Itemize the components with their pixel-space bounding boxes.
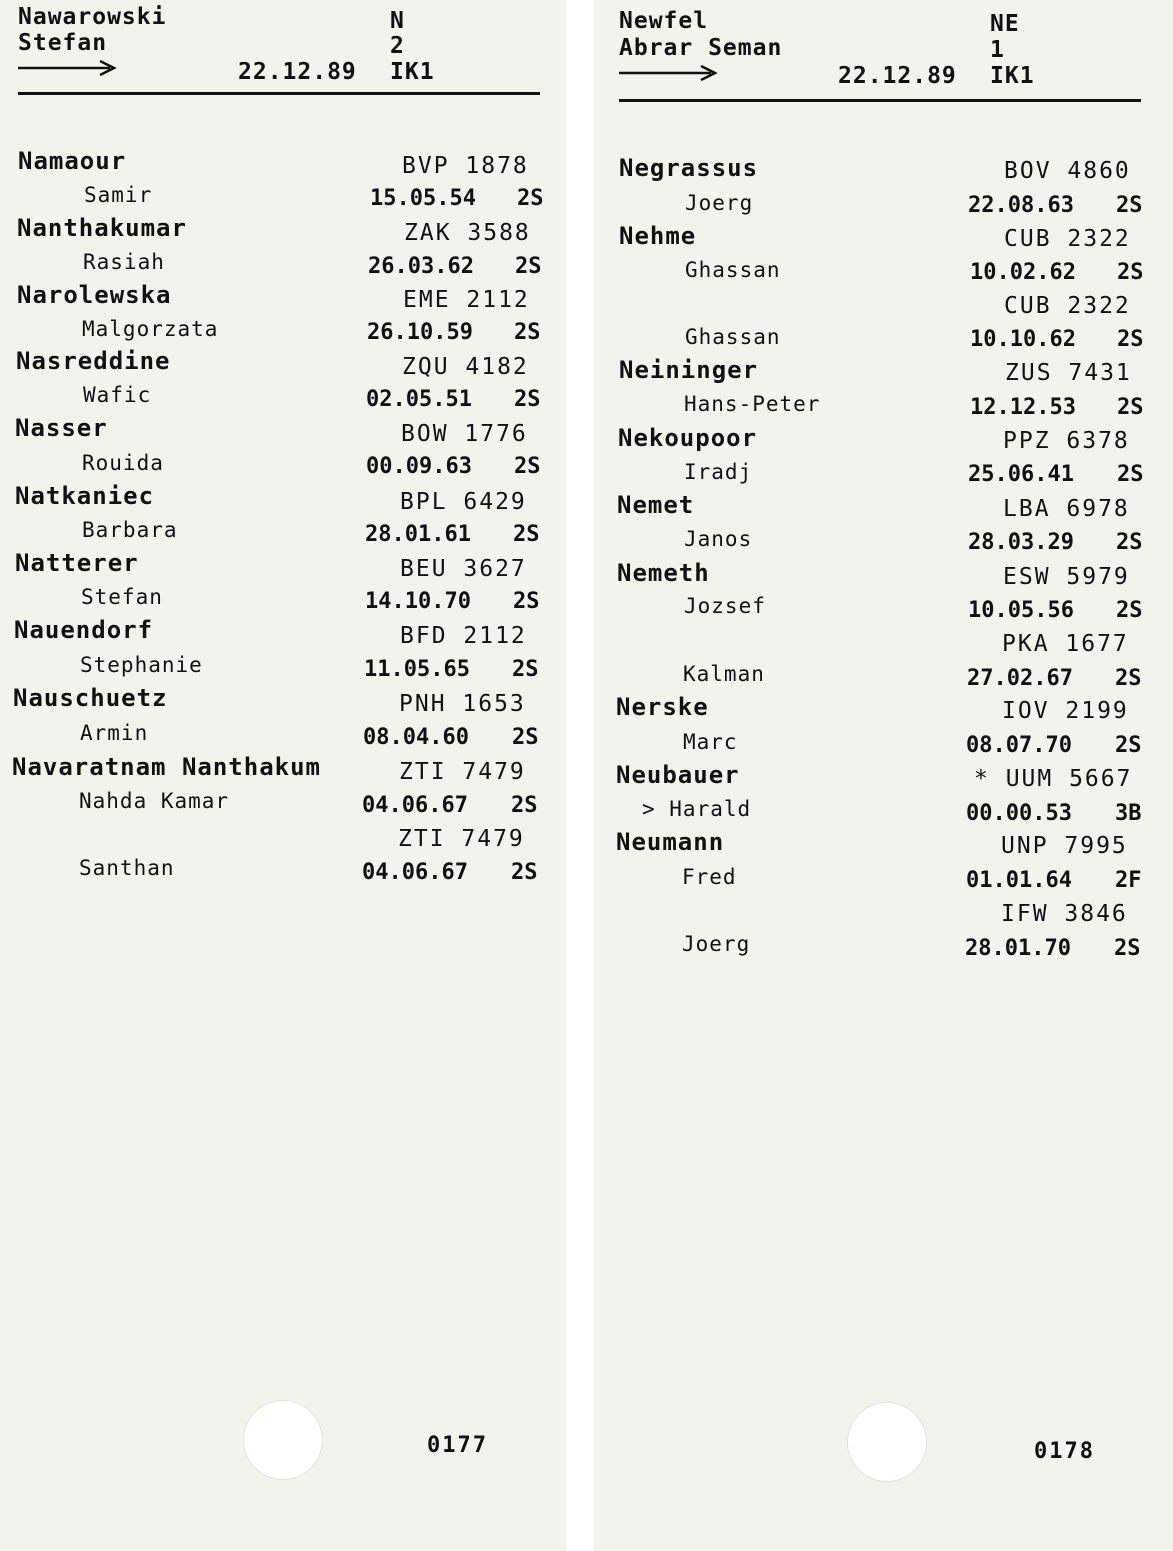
entry-class: 2S bbox=[514, 387, 541, 412]
entry-date: 08.04.60 bbox=[363, 725, 469, 750]
index-card-right bbox=[594, 0, 1173, 1551]
entry-given: Stefan bbox=[81, 585, 163, 609]
entry-given: Nahda Kamar bbox=[79, 789, 230, 813]
entry-class: 2S bbox=[1116, 598, 1143, 623]
entry-date: 04.06.67 bbox=[362, 793, 468, 818]
entry-given: Malgorzata bbox=[82, 317, 219, 341]
entry-class: 2S bbox=[1115, 733, 1142, 758]
entry-code: EME 2112 bbox=[403, 287, 530, 313]
entry-class: 2S bbox=[1117, 260, 1144, 285]
entry-given: Joerg bbox=[682, 932, 751, 956]
entry-surname: Natterer bbox=[15, 549, 139, 577]
entry-code: LBA 6978 bbox=[1003, 496, 1130, 522]
entry-given: Fred bbox=[682, 865, 737, 889]
entry-surname: Nehme bbox=[619, 222, 697, 250]
entry-date: 22.08.63 bbox=[968, 193, 1074, 218]
punch-hole bbox=[243, 1400, 323, 1480]
header-office: IK1 bbox=[990, 63, 1035, 89]
entry-code: CUB 2322 bbox=[1004, 226, 1131, 252]
entry-class: 2S bbox=[1114, 936, 1141, 961]
entry-given: Barbara bbox=[82, 518, 178, 542]
entry-code: ZAK 3588 bbox=[404, 220, 531, 246]
header-letter: N bbox=[390, 8, 405, 34]
entry-date: 00.00.53 bbox=[966, 801, 1072, 826]
entry-code: UNP 7995 bbox=[1001, 833, 1128, 859]
entry-given: Samir bbox=[84, 183, 153, 207]
entry-code: ZUS 7431 bbox=[1005, 360, 1132, 386]
entry-code: * UUM 5667 bbox=[974, 766, 1133, 792]
entry-date: 12.12.53 bbox=[970, 395, 1076, 420]
entry-given: Ghassan bbox=[685, 325, 781, 349]
entry-code: ESW 5979 bbox=[1003, 564, 1130, 590]
entry-class: 2S bbox=[1117, 462, 1144, 487]
entry-date: 26.03.62 bbox=[368, 254, 474, 279]
entry-class: 3B bbox=[1115, 801, 1142, 826]
entry-given: Jozsef bbox=[684, 594, 766, 618]
entry-code: ZTI 7479 bbox=[399, 759, 526, 785]
entry-given: Rasiah bbox=[83, 250, 165, 274]
entry-date: 02.05.51 bbox=[366, 387, 472, 412]
entry-class: 2F bbox=[1115, 868, 1142, 893]
header-number: 2 bbox=[390, 33, 405, 59]
entry-code: ZTI 7479 bbox=[398, 826, 525, 852]
entry-date: 14.10.70 bbox=[365, 589, 471, 614]
punch-hole bbox=[847, 1402, 927, 1482]
entry-class: 2S bbox=[513, 589, 540, 614]
entry-date: 27.02.67 bbox=[967, 666, 1073, 691]
entry-given: Stephanie bbox=[80, 653, 203, 677]
entry-given: > Harald bbox=[642, 797, 752, 821]
entry-date: 15.05.54 bbox=[370, 186, 476, 211]
entry-surname: Nekoupoor bbox=[618, 424, 758, 452]
entry-given: Hans-Peter bbox=[684, 392, 821, 416]
entry-given: Iradj bbox=[684, 460, 753, 484]
entry-code: BPL 6429 bbox=[400, 489, 527, 515]
entry-class: 2S bbox=[1117, 327, 1144, 352]
entry-code: ZQU 4182 bbox=[402, 354, 529, 380]
header-letter: NE bbox=[990, 11, 1020, 37]
header-given: Stefan bbox=[18, 30, 108, 56]
entry-date: 28.01.70 bbox=[965, 936, 1071, 961]
entry-given: Janos bbox=[684, 527, 753, 551]
entry-class: 2S bbox=[1117, 395, 1144, 420]
entry-surname: Negrassus bbox=[619, 154, 759, 182]
header-surname: Newfel bbox=[619, 8, 709, 34]
entry-date: 10.10.62 bbox=[970, 327, 1076, 352]
header-rule bbox=[18, 92, 540, 95]
entry-surname: Nerske bbox=[616, 693, 709, 721]
entry-code: IOV 2199 bbox=[1002, 698, 1129, 724]
entry-given: Ghassan bbox=[685, 258, 781, 282]
header-rule bbox=[619, 99, 1141, 102]
entry-date: 25.06.41 bbox=[968, 462, 1074, 487]
entry-given: Joerg bbox=[685, 191, 754, 215]
entry-date: 00.09.63 bbox=[366, 454, 472, 479]
entry-surname: Nemeth bbox=[617, 559, 710, 587]
entry-class: 2S bbox=[1116, 530, 1143, 555]
arrow-icon bbox=[18, 58, 118, 78]
entry-class: 2S bbox=[511, 860, 538, 885]
entry-class: 2S bbox=[515, 254, 542, 279]
entry-surname: Nemet bbox=[617, 491, 695, 519]
entry-class: 2S bbox=[512, 725, 539, 750]
entry-code: BOW 1776 bbox=[401, 421, 528, 447]
entry-surname: Narolewska bbox=[17, 281, 172, 309]
entry-date: 28.01.61 bbox=[365, 522, 471, 547]
entry-given: Marc bbox=[683, 730, 738, 754]
entry-given: Santhan bbox=[79, 856, 175, 880]
header-office: IK1 bbox=[390, 59, 435, 85]
header-number: 1 bbox=[990, 37, 1005, 63]
entry-surname: Nasser bbox=[15, 414, 108, 442]
entry-surname: Nauschuetz bbox=[13, 684, 168, 712]
header-given: Abrar Seman bbox=[619, 35, 783, 61]
entry-code: BVP 1878 bbox=[402, 153, 529, 179]
entry-surname: Neubauer bbox=[616, 761, 740, 789]
entry-date: 26.10.59 bbox=[367, 320, 473, 345]
entry-date: 10.05.56 bbox=[968, 598, 1074, 623]
entry-surname: Nauendorf bbox=[14, 616, 154, 644]
entry-code: BFD 2112 bbox=[400, 623, 527, 649]
entry-code: CUB 2322 bbox=[1004, 293, 1131, 319]
entry-surname: Nanthakumar bbox=[17, 214, 187, 242]
entry-class: 2S bbox=[512, 657, 539, 682]
entry-class: 2S bbox=[1115, 666, 1142, 691]
header-date: 22.12.89 bbox=[838, 63, 957, 89]
entry-date: 04.06.67 bbox=[362, 860, 468, 885]
card-number: 0177 bbox=[427, 1433, 488, 1458]
header-surname: Nawarowski bbox=[18, 4, 167, 30]
header-date: 22.12.89 bbox=[238, 59, 357, 85]
entry-code: PKA 1677 bbox=[1002, 631, 1129, 657]
index-card-left bbox=[0, 0, 566, 1551]
card-gap bbox=[566, 0, 594, 1551]
entry-given: Kalman bbox=[683, 662, 765, 686]
arrow-icon bbox=[619, 63, 719, 83]
card-number: 0178 bbox=[1034, 1439, 1095, 1464]
entry-class: 2S bbox=[513, 522, 540, 547]
entry-class: 2S bbox=[517, 186, 544, 211]
entry-surname: Namaour bbox=[18, 147, 127, 175]
entry-code: IFW 3846 bbox=[1001, 901, 1128, 927]
entry-date: 01.01.64 bbox=[966, 868, 1072, 893]
entry-date: 10.02.62 bbox=[970, 260, 1076, 285]
entry-code: BEU 3627 bbox=[400, 556, 527, 582]
entry-code: PNH 1653 bbox=[399, 691, 526, 717]
entry-date: 11.05.65 bbox=[364, 657, 470, 682]
entry-class: 2S bbox=[514, 320, 541, 345]
entry-code: BOV 4860 bbox=[1004, 158, 1131, 184]
entry-given: Wafic bbox=[83, 383, 152, 407]
entry-given: Armin bbox=[80, 721, 149, 745]
entry-surname: Neininger bbox=[619, 356, 759, 384]
entry-date: 28.03.29 bbox=[968, 530, 1074, 555]
entry-date: 08.07.70 bbox=[966, 733, 1072, 758]
entry-class: 2S bbox=[1116, 193, 1143, 218]
entry-code: PPZ 6378 bbox=[1003, 428, 1130, 454]
entry-surname: Nasreddine bbox=[16, 347, 171, 375]
entry-given: Rouida bbox=[82, 451, 164, 475]
entry-surname: Neumann bbox=[616, 828, 725, 856]
entry-class: 2S bbox=[511, 793, 538, 818]
entry-class: 2S bbox=[514, 454, 541, 479]
entry-surname: Natkaniec bbox=[15, 482, 155, 510]
entry-surname: Navaratnam Nanthakum bbox=[12, 753, 321, 781]
